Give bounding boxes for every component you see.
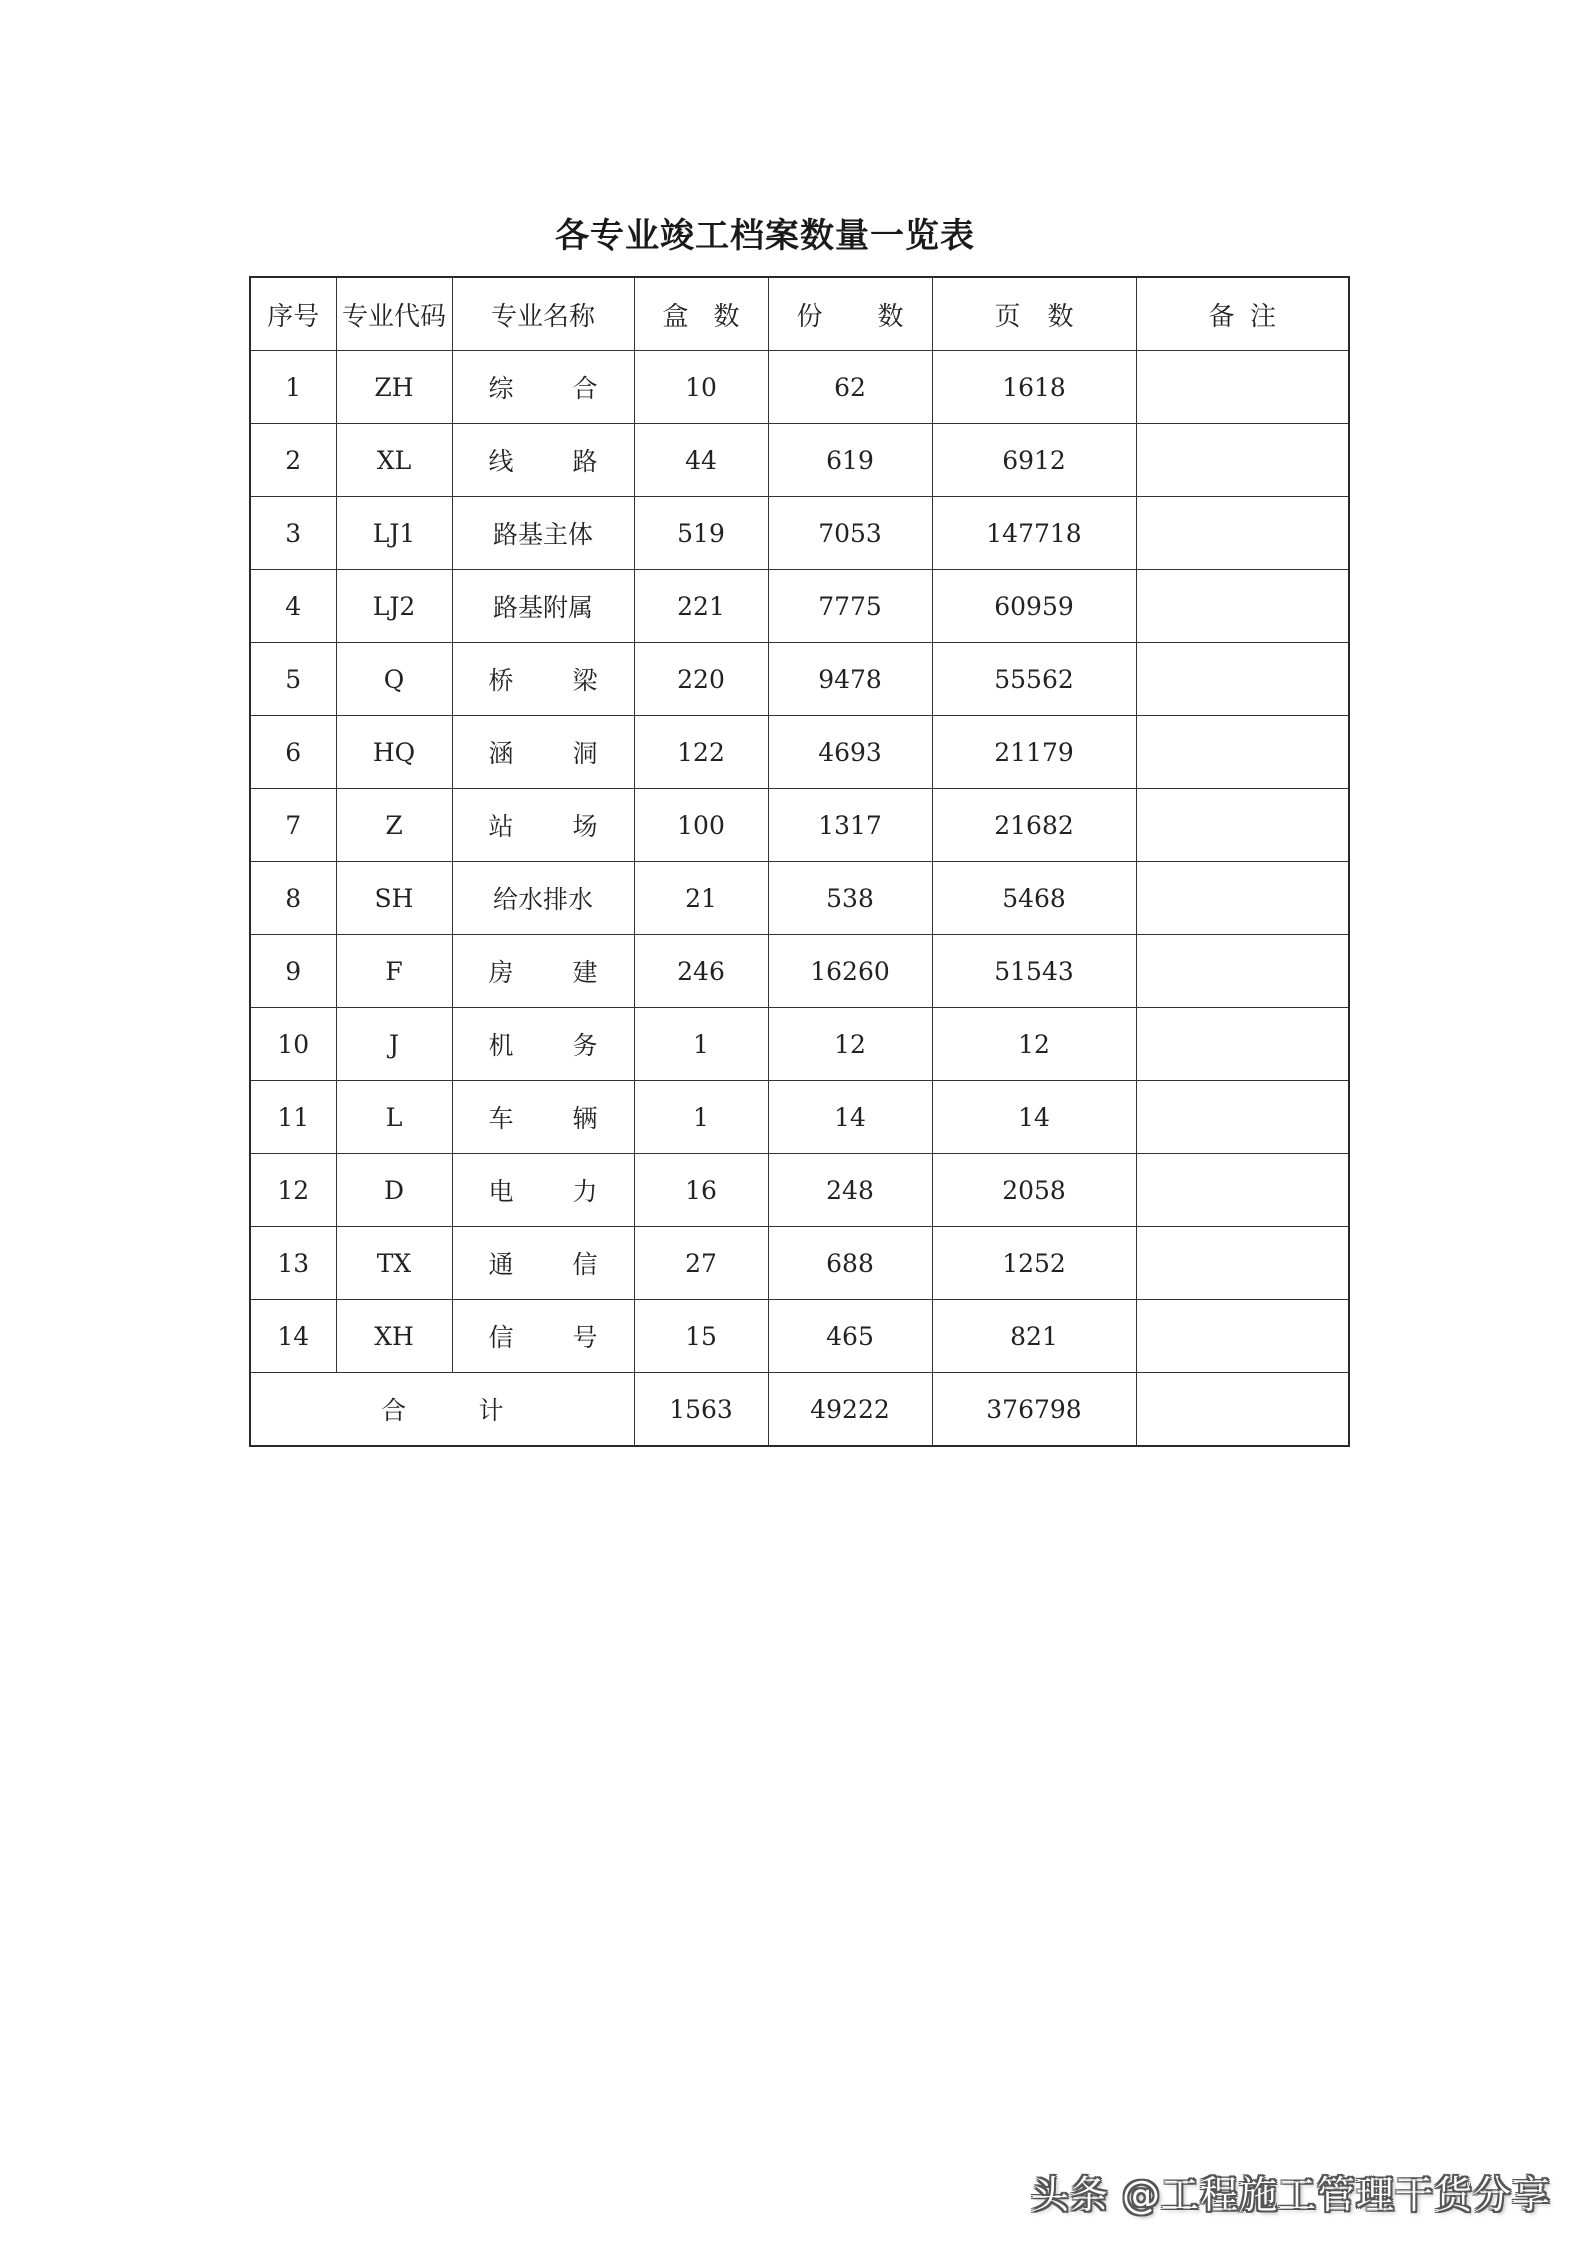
cell-copies: 4693 — [768, 716, 932, 789]
cell-remarks — [1136, 643, 1349, 716]
header-remarks: 备 注 — [1136, 277, 1349, 351]
cell-code: XL — [336, 424, 452, 497]
cell-pages: 1618 — [932, 351, 1136, 424]
total-row — [250, 1373, 1349, 1447]
cell-copies: 14 — [768, 1081, 932, 1154]
cell-copies: 12 — [768, 1008, 932, 1081]
cell-copies: 538 — [768, 862, 932, 935]
cell-code: LJ1 — [336, 497, 452, 570]
cell-code: SH — [336, 862, 452, 935]
table-row — [250, 716, 1349, 789]
cell-remarks — [1136, 1008, 1349, 1081]
cell-code: L — [336, 1081, 452, 1154]
total-label: 合 计 — [250, 1373, 634, 1447]
cell-boxes: 220 — [634, 643, 768, 716]
cell-boxes: 246 — [634, 935, 768, 1008]
cell-index: 1 — [250, 351, 336, 424]
table-row — [250, 1300, 1349, 1373]
cell-pages: 55562 — [932, 643, 1136, 716]
cell-remarks — [1136, 1154, 1349, 1227]
header-code: 专业代码 — [336, 277, 452, 351]
cell-code: Z — [336, 789, 452, 862]
cell-boxes: 44 — [634, 424, 768, 497]
cell-pages: 21682 — [932, 789, 1136, 862]
cell-pages: 6912 — [932, 424, 1136, 497]
cell-copies: 62 — [768, 351, 932, 424]
cell-code: LJ2 — [336, 570, 452, 643]
cell-boxes: 27 — [634, 1227, 768, 1300]
cell-copies: 1317 — [768, 789, 932, 862]
cell-copies: 7775 — [768, 570, 932, 643]
table-body — [250, 351, 1349, 1373]
table-row — [250, 570, 1349, 643]
cell-index: 6 — [250, 716, 336, 789]
table-row — [250, 1154, 1349, 1227]
cell-code: ZH — [336, 351, 452, 424]
cell-remarks — [1136, 570, 1349, 643]
cell-pages: 21179 — [932, 716, 1136, 789]
cell-copies: 7053 — [768, 497, 932, 570]
cell-boxes: 519 — [634, 497, 768, 570]
watermark: 头条 @工程施工管理干货分享 — [1030, 2173, 1551, 2217]
table-row — [250, 935, 1349, 1008]
header-pages: 页 数 — [932, 277, 1136, 351]
cell-pages: 51543 — [932, 935, 1136, 1008]
cell-index: 5 — [250, 643, 336, 716]
cell-boxes: 21 — [634, 862, 768, 935]
cell-name: 信 号 — [452, 1300, 634, 1373]
cell-remarks — [1136, 789, 1349, 862]
cell-copies: 465 — [768, 1300, 932, 1373]
cell-index: 10 — [250, 1008, 336, 1081]
table-footer — [250, 1373, 1349, 1447]
cell-copies: 619 — [768, 424, 932, 497]
cell-boxes: 1 — [634, 1008, 768, 1081]
cell-remarks — [1136, 1227, 1349, 1300]
cell-name: 涵 洞 — [452, 716, 634, 789]
cell-copies: 688 — [768, 1227, 932, 1300]
total-copies: 49222 — [768, 1373, 932, 1447]
cell-remarks — [1136, 351, 1349, 424]
cell-boxes: 122 — [634, 716, 768, 789]
header-row — [250, 277, 1349, 351]
cell-code: D — [336, 1154, 452, 1227]
cell-code: TX — [336, 1227, 452, 1300]
cell-name: 给水排水 — [452, 862, 634, 935]
cell-name: 车 辆 — [452, 1081, 634, 1154]
cell-boxes: 1 — [634, 1081, 768, 1154]
cell-name: 通 信 — [452, 1227, 634, 1300]
table-row — [250, 351, 1349, 424]
cell-name: 机 务 — [452, 1008, 634, 1081]
cell-index: 7 — [250, 789, 336, 862]
table-row — [250, 643, 1349, 716]
archive-count-table — [249, 276, 1350, 1447]
total-remarks — [1136, 1373, 1349, 1447]
cell-remarks — [1136, 935, 1349, 1008]
cell-remarks — [1136, 1300, 1349, 1373]
cell-code: HQ — [336, 716, 452, 789]
cell-name: 站 场 — [452, 789, 634, 862]
cell-copies: 16260 — [768, 935, 932, 1008]
cell-boxes: 221 — [634, 570, 768, 643]
cell-copies: 248 — [768, 1154, 932, 1227]
cell-boxes: 10 — [634, 351, 768, 424]
cell-remarks — [1136, 497, 1349, 570]
cell-pages: 821 — [932, 1300, 1136, 1373]
cell-name: 线 路 — [452, 424, 634, 497]
cell-remarks — [1136, 1081, 1349, 1154]
table-row — [250, 424, 1349, 497]
cell-index: 9 — [250, 935, 336, 1008]
cell-name: 桥 梁 — [452, 643, 634, 716]
cell-index: 4 — [250, 570, 336, 643]
table-row — [250, 1008, 1349, 1081]
cell-index: 3 — [250, 497, 336, 570]
cell-pages: 14 — [932, 1081, 1136, 1154]
header-boxes: 盒 数 — [634, 277, 768, 351]
cell-index: 2 — [250, 424, 336, 497]
cell-pages: 60959 — [932, 570, 1136, 643]
cell-copies: 9478 — [768, 643, 932, 716]
cell-index: 8 — [250, 862, 336, 935]
cell-index: 13 — [250, 1227, 336, 1300]
cell-name: 路基附属 — [452, 570, 634, 643]
table-row — [250, 862, 1349, 935]
cell-index: 12 — [250, 1154, 336, 1227]
cell-boxes: 15 — [634, 1300, 768, 1373]
cell-remarks — [1136, 862, 1349, 935]
total-boxes: 1563 — [634, 1373, 768, 1447]
header-index: 序号 — [250, 277, 336, 351]
header-name: 专业名称 — [452, 277, 634, 351]
table-row — [250, 1081, 1349, 1154]
cell-pages: 1252 — [932, 1227, 1136, 1300]
cell-pages: 5468 — [932, 862, 1136, 935]
table-header — [250, 277, 1349, 351]
cell-pages: 12 — [932, 1008, 1136, 1081]
cell-code: J — [336, 1008, 452, 1081]
cell-name: 房 建 — [452, 935, 634, 1008]
table-row — [250, 497, 1349, 570]
cell-pages: 147718 — [932, 497, 1136, 570]
cell-name: 路基主体 — [452, 497, 634, 570]
cell-index: 11 — [250, 1081, 336, 1154]
cell-code: Q — [336, 643, 452, 716]
cell-boxes: 16 — [634, 1154, 768, 1227]
table-row — [250, 789, 1349, 862]
cell-name: 综 合 — [452, 351, 634, 424]
cell-boxes: 100 — [634, 789, 768, 862]
document-title: 各专业竣工档案数量一览表 — [555, 216, 975, 256]
header-copies: 份 数 — [768, 277, 932, 351]
table-row — [250, 1227, 1349, 1300]
cell-code: F — [336, 935, 452, 1008]
cell-remarks — [1136, 424, 1349, 497]
cell-name: 电 力 — [452, 1154, 634, 1227]
cell-index: 14 — [250, 1300, 336, 1373]
cell-pages: 2058 — [932, 1154, 1136, 1227]
cell-remarks — [1136, 716, 1349, 789]
total-pages: 376798 — [932, 1373, 1136, 1447]
cell-code: XH — [336, 1300, 452, 1373]
